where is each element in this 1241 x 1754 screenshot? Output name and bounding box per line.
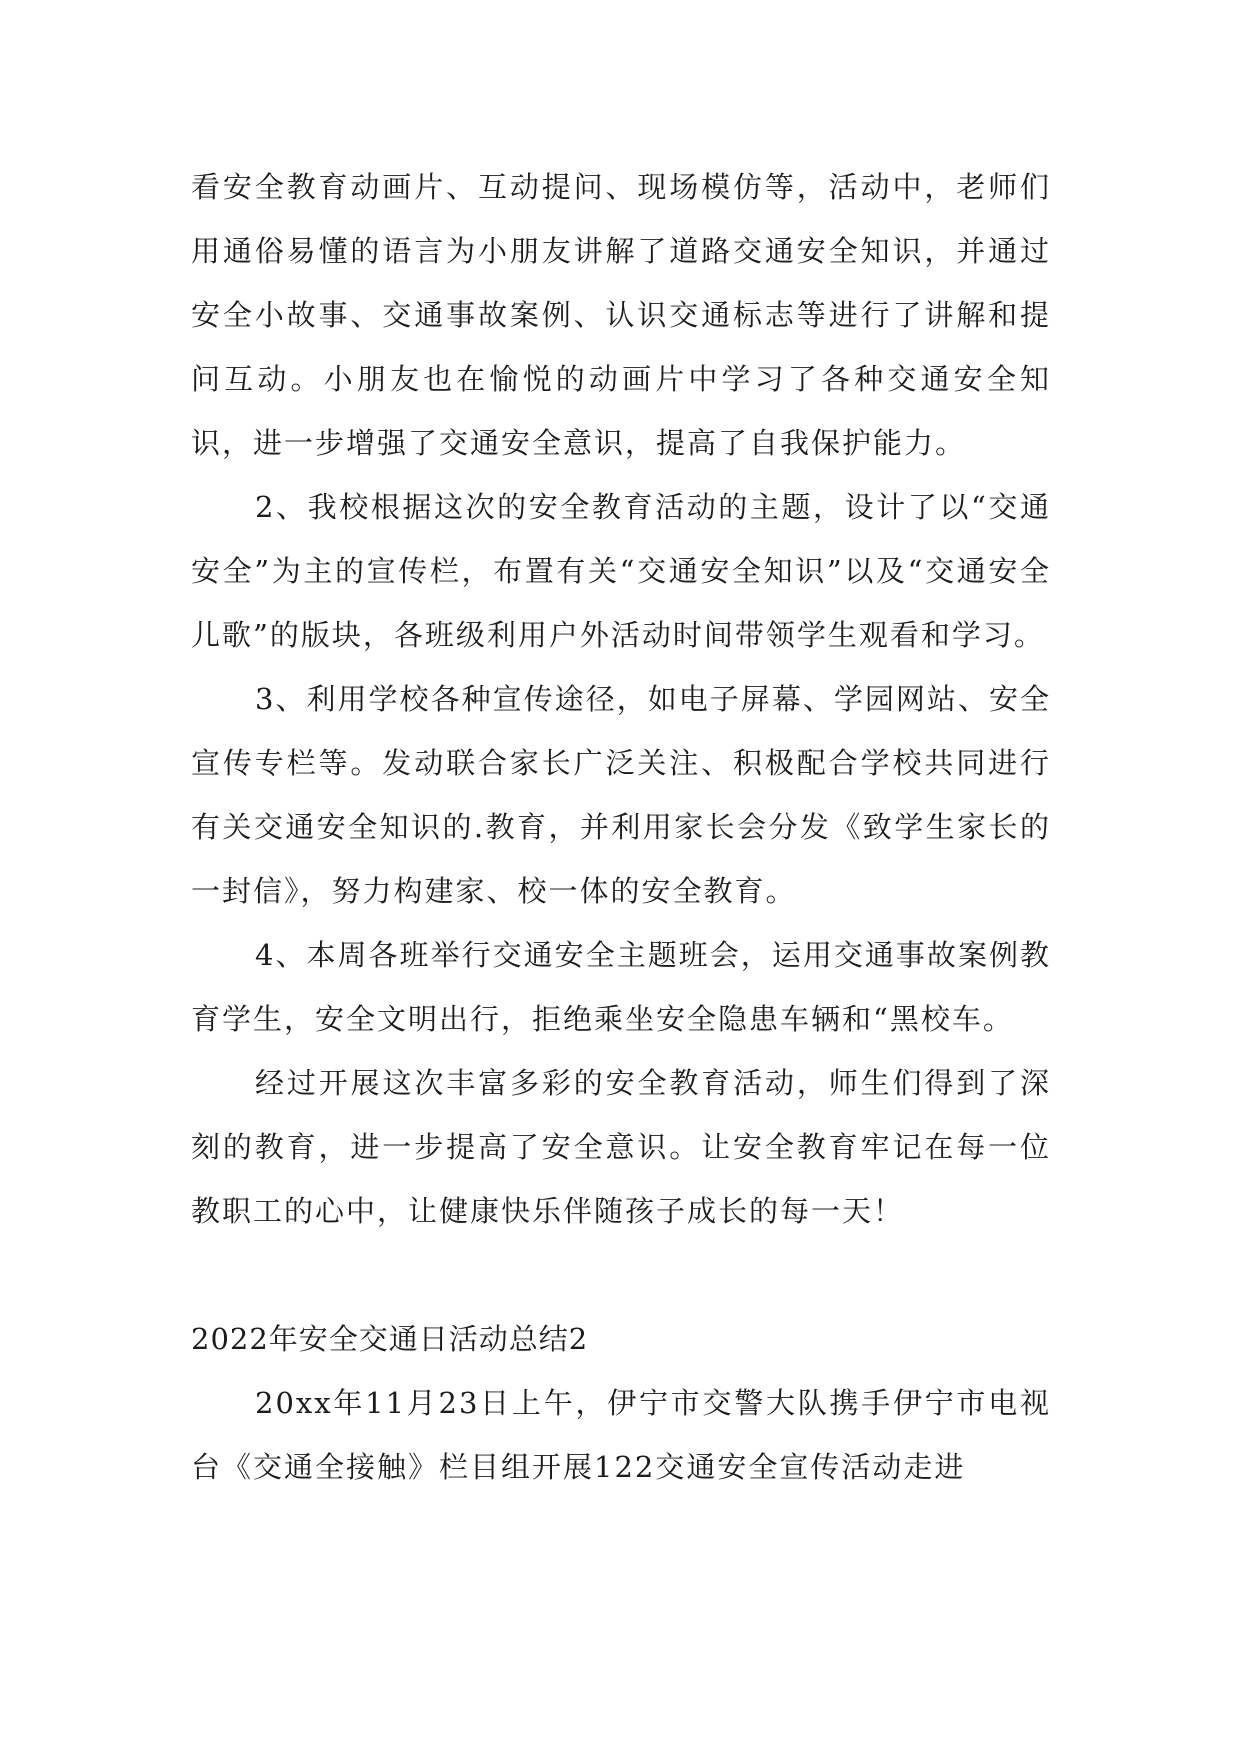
section-paragraph: 20xx年11月23日上午，伊宁市交警大队携手伊宁市电视台《交通全接触》栏目组开展122交通安全宣传活动走进 [191,1386,1051,1484]
paragraph-item-4: 4、本周各班举行交通安全主题班会，运用交通事故案例教育学生，安全文明出行，拒绝乘坐安全隐患车辆和“黑校车。 [191,938,1051,1036]
paragraph-item-3: 3、利用学校各种宣传途径，如电子屏幕、学园网站、安全宣传专栏等。发动联合家长广泛关注、积极配合学校共同进行有关交通安全知识的.教育，并利用家长会分发《致学生家长的一封信》，努力构建家、校一体的安全教育。 [191,682,1051,908]
paragraph-item-2: 2、我校根据这次的安全教育活动的主题，设计了以“交通安全”为主的宣传栏，布置有关“交通安全知识”以及“交通安全儿歌”的版块，各班级利用户外活动时间带领学生观看和学习。 [191,490,1051,652]
section-title: 2022年安全交通日活动总结2 [191,1322,589,1356]
paragraph-conclusion: 经过开展这次丰富多彩的安全教育活动，师生们得到了深刻的教育，进一步提高了安全意识。让安全教育牢记在每一位教职工的心中，让健康快乐伴随孩子成长的每一天！ [191,1066,1051,1228]
document-body [191,155,1051,1499]
paragraph-continued: 看安全教育动画片、互动提问、现场模仿等，活动中，老师们用通俗易懂的语言为小朋友讲解了道路交通安全知识，并通过安全小故事、交通事故案例、认识交通标志等进行了讲解和提问互动。小朋友也在愉悦的动画片中学习了各种交通安全知识，进一步增强了交通安全意识，提高了自我保护能力。 [191,170,1051,460]
